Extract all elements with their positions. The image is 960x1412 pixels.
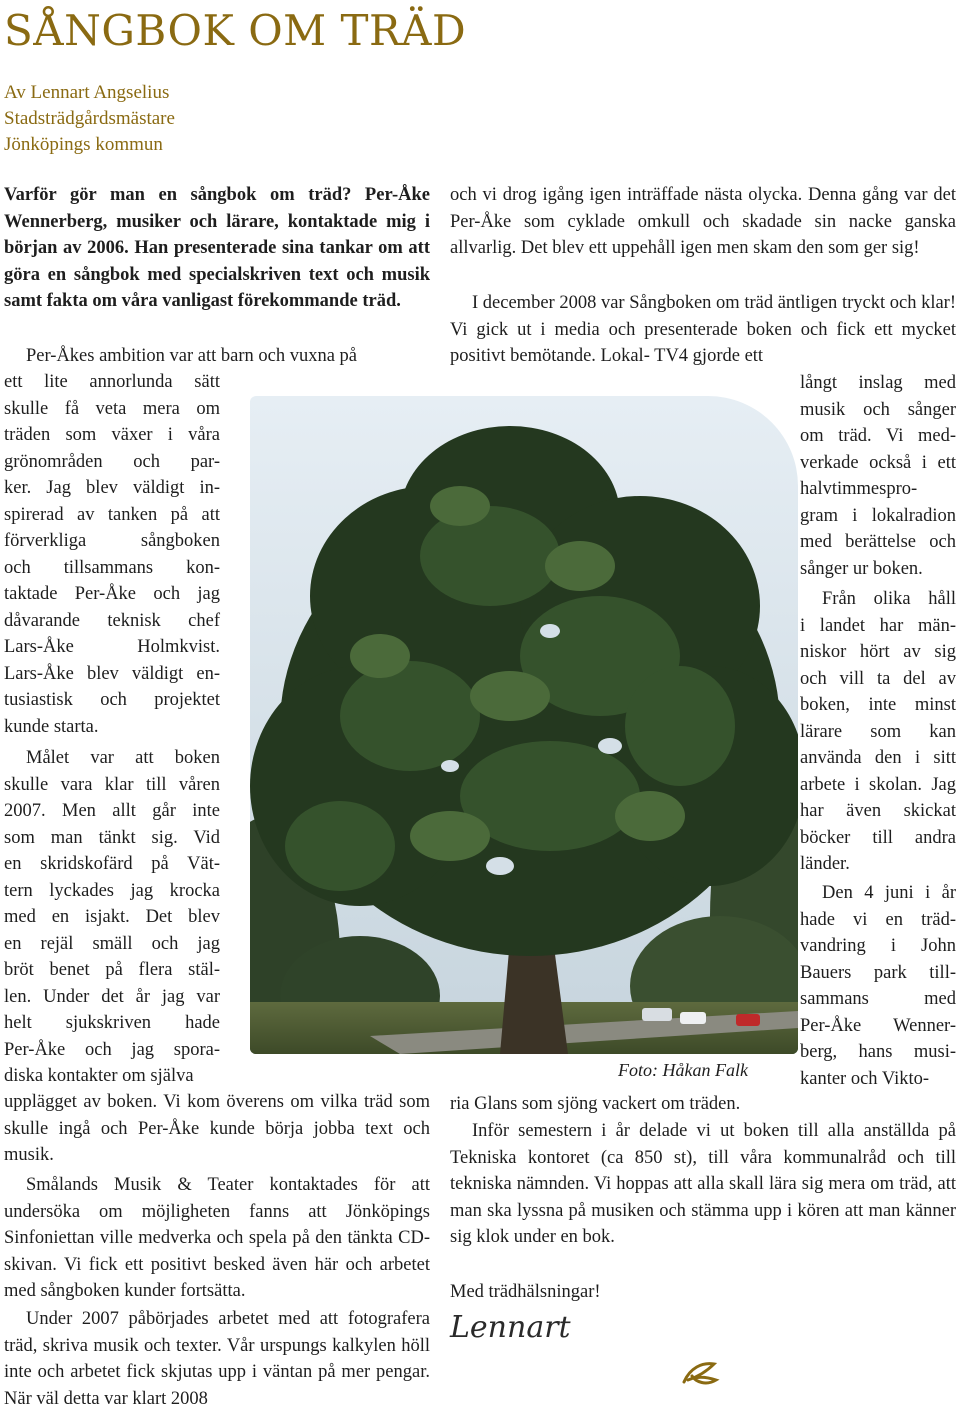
text-line: i landet har män- (800, 615, 956, 636)
paragraph-june (800, 880, 956, 1092)
text-line: berg, hans musi- (800, 1042, 956, 1062)
text-line: diska kontakter om själva (4, 1066, 194, 1086)
text-line: tusiastisk och projektet (4, 690, 220, 710)
text-line: 2007. Men allt går inte (4, 801, 220, 821)
paragraph-goal (4, 745, 220, 1090)
paragraph-smalands: Smålands Musik & Teater kontaktades för att undersöka om möjligheten fanns att Jönköpings Sinfoniettan ville medverka och spela på den tänkta CD-skivan. Vi fick ett positivt besked även här och arbetet med sångboken kunder fortsätta. (4, 1175, 430, 1301)
text-line: tern lyckades jag krocka (4, 880, 220, 901)
text-line: använda den i sitt (800, 748, 956, 768)
paragraph-ambition-top: Per-Åkes ambition var att barn och vuxna på (26, 346, 357, 366)
text-line: spirerad av tanken på att (4, 504, 220, 525)
byline-role: Stadsträdgårdsmästare (4, 108, 175, 129)
text-line: niskor hört av sig (800, 642, 956, 662)
text-line: arbete i skolan. Jag (800, 774, 956, 795)
text-line: Bauers park till- (800, 962, 956, 983)
intro-paragraph: Varför gör man en sångbok om träd? Per-Åke Wennerberg, musiker och lärare, kontaktade mig i början av 2006. Han presenterade sina tankar om att göra en sångbok med specialskriven text och musik samt fakta om våra vanligast förekommande träd. (4, 185, 430, 311)
byline (4, 80, 175, 158)
byline-author: Av Lennart Angselius (4, 82, 170, 103)
text-line: halvtimmespro- (800, 479, 918, 499)
text-line: dåvarande teknisk chef (4, 610, 220, 631)
text-line: gram i lokalradion (800, 505, 956, 526)
text-line: med en isjakt. Det blev (4, 907, 220, 927)
paragraph-december (800, 370, 956, 582)
byline-organization: Jönköpings kommun (4, 134, 163, 155)
text-line: en rejäl smäll och jag (4, 933, 220, 954)
text-line: har även skickat (800, 801, 956, 821)
text-line: långt inslag med (800, 373, 956, 393)
paragraph-2007: Under 2007 påbörjades arbetet med att fotografera träd, skriva musik och texter. Vår urspungs kalkylen höll inte och arbetet fick skjutas upp i väntan på mer pengar. När väl detta var klart 2008 (4, 1309, 430, 1409)
text-line: helt sjukskriven hade (4, 1013, 220, 1033)
paragraph-accident: och vi drog igång igen inträffade nästa olycka. Denna gång var det Per-Åke som cyklade omkull och skadade sin nacke ganska allvarlig. Det blev ett uppehåll igen men skam den som ger sig! (450, 185, 956, 258)
text-line: verkade också i ett (800, 452, 956, 473)
text-line: kanter och Vikto- (800, 1068, 930, 1089)
text-line: taktade Per-Åke och jag (4, 584, 220, 604)
text-line: Från olika håll (822, 589, 956, 609)
paragraph-summer: Inför semestern i år delade vi ut boken till alla anställda på Tekniska kontoret (ca 850 st), till våra kommunalråd och till tekniska nämnden. Vi hoppas att alla skall lära sig mera om träd, att man ska lyssna på musiken och stämma upp i kören att man känner sig klok under en bok. (450, 1121, 956, 1247)
text-line: böcker till andra (800, 827, 956, 848)
text-line: en skridskofärd på Vät- (4, 854, 220, 874)
text-line: skulle vara klar till våren (4, 774, 220, 795)
text-line: Per-Åke Wenner- (800, 1015, 956, 1036)
text-line: ett lite annorlunda sätt (4, 372, 220, 392)
paragraph-goal-tail: upplägget av boken. Vi kom överens om vilka träd som skulle ingå och Per-Åke kunde börja jobba text och musik. (4, 1092, 430, 1165)
closing-greeting: Med trädhälsningar! (450, 1282, 601, 1302)
text-line: förverkliga sångboken (4, 531, 220, 551)
oak-tree-photo (250, 396, 798, 1054)
text-line: bröt benet på flera stäl- (4, 960, 220, 980)
text-line: skulle få veta mera om (4, 398, 220, 419)
text-line: hade vi en träd- (800, 909, 956, 930)
text-line: Den 4 juni i år (822, 883, 956, 903)
text-line: sammans med (800, 989, 956, 1009)
text-line: som man tänkt sig. Vid (4, 827, 220, 848)
paragraph-june-tail: ria Glans som sjöng vackert om träden. (450, 1094, 741, 1114)
text-line: länder. (800, 854, 850, 874)
text-line: Per-Åke och jag spora- (4, 1039, 220, 1060)
paragraph-december-top: I december 2008 var Sångboken om träd äntligen tryckt och klar! Vi gick ut i media och presenterade boken och fick ett mycket positivt bemötande. Lokal- TV4 gjorde ett (450, 293, 956, 366)
text-line: med berättelse och (800, 532, 956, 552)
text-line: och vill ta del av (800, 668, 956, 689)
paragraph-responses (800, 586, 956, 878)
text-line: vandring i John (800, 936, 956, 956)
article-title: SÅNGBOK OM TRÄD (4, 6, 467, 55)
text-line: ker. Jag blev väldigt in- (4, 478, 220, 498)
text-line: sånger ur boken. (800, 558, 923, 579)
text-line: grönområden och par- (4, 451, 220, 472)
text-line: träden som växer i våra (4, 425, 220, 445)
photo-caption: Foto: Håkan Falk (618, 1060, 748, 1080)
text-line: boken, inte minst (800, 695, 956, 715)
text-line: om träd. Vi med- (800, 426, 956, 446)
signature: Lennart (450, 1310, 571, 1345)
text-line: lärare som kan (800, 721, 956, 742)
text-line: musik och sånger (800, 399, 956, 420)
text-line: len. Under det år jag var (4, 986, 220, 1007)
text-line: kunde starta. (4, 716, 99, 737)
text-line: Lars-Åke blev väldigt en- (4, 663, 220, 684)
leaf-ornament-icon (680, 1358, 720, 1393)
text-line: och tillsammans kon- (4, 557, 220, 578)
text-line: Målet var att boken (26, 748, 220, 768)
paragraph-ambition (4, 369, 220, 740)
text-line: Lars-Åke Holmkvist. (4, 637, 220, 657)
